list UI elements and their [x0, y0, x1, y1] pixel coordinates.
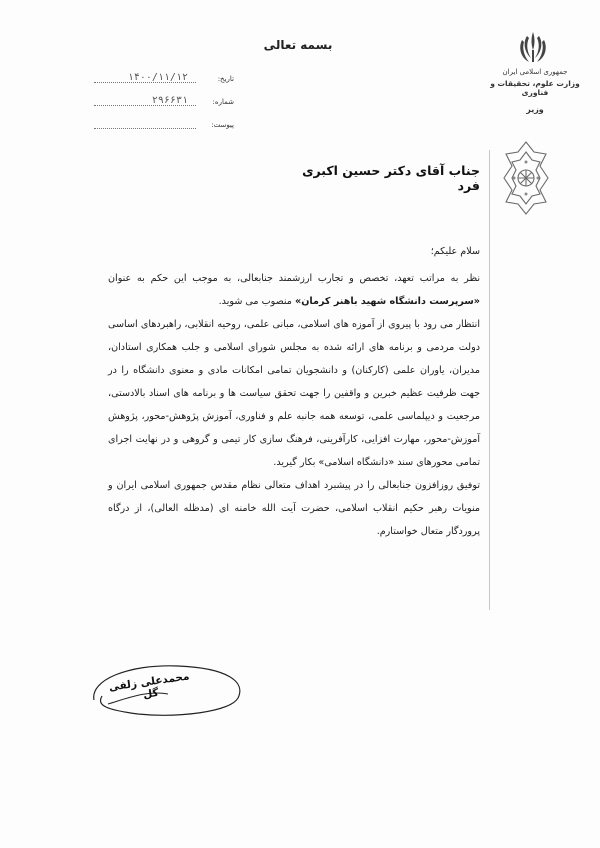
signatory-name: محمدعلی زلفی گل [108, 670, 191, 701]
number-value: ۲۹۶۶۳۱ [151, 95, 188, 106]
date-label: تاریخ: [217, 75, 234, 83]
date-value: ۱۴۰۰/۱۱/۱۲ [127, 72, 188, 83]
ministry-heading [490, 68, 580, 114]
greeting: سلام علیکم؛ [430, 246, 480, 257]
republic-name: جمهوری اسلامی ایران [502, 68, 568, 76]
invocation-heading: بسمه تعالی [263, 38, 333, 52]
ministry-name: وزارت علوم، تحقیقات و فناوری [490, 79, 580, 97]
letter-body [108, 240, 480, 543]
signature-block [88, 660, 248, 720]
expectations-paragraph: انتظار می رود با پیروی از آموزه های اسلامی، مبانی علمی، روحیه انقلابی، راهبردهای اساسی دولت مردمی و برنامه های ارائه شده به مجلس شورای اسلامی و جلب همکاری استادان، مدیران، یاوران علمی (کارکنان) و دانشجویان تمامی امکانات مادی و معنوی دانشگاه را در جهت ظرفیت عظیم خبرین و واقفین را جهت تحقق سیاست ها و برنامه های اسناد بالادستی، مرجعیت و دیپلماسی علمی، توسعه همه جانبه علم و فناوری، آموزش پژوهش-محور، پژوهش آموزش-محور، مهارت افزایی، کارآفرینی، فرهنگ سازی کار تیمی و گروهی و در نهایت اجرای تمامی محورهای سند «دانشگاه اسلامی» بکار گیرید. [108, 319, 480, 468]
office-name: وزیر [526, 105, 544, 114]
attachment-field [94, 118, 234, 132]
number-label: شماره: [212, 98, 234, 106]
number-field [94, 95, 234, 109]
appointment-paragraph: نظر به مراتب تعهد، تخصص و تجارب ارزشمند جنابعالی، به موجب این حکم به عنوان «سرپرست دانشگاه شهید باهنر کرمان» منصوب می شوید. [108, 273, 480, 307]
appointment-title: «سرپرست دانشگاه شهید باهنر کرمان» [295, 296, 480, 307]
attachment-label: پیوست: [211, 121, 234, 129]
closing-paragraph: توفیق روزافزون جنابعالی را در پیشبرد اهداف متعالی نظام مقدس جمهوری اسلامی ایران و منویات رهبر حکیم انقلاب اسلامی، حضرت آیت الله خامنه ای (مدظله العالی)، از درگاه پروردگار متعال خواستارم. [108, 480, 480, 537]
islamic-ornament-icon [500, 138, 552, 218]
iran-emblem-icon [518, 30, 548, 64]
addressee-line: جناب آقای دکتر حسین اکبری فرد [302, 163, 480, 193]
date-field [94, 72, 234, 86]
margin-divider [489, 150, 490, 610]
